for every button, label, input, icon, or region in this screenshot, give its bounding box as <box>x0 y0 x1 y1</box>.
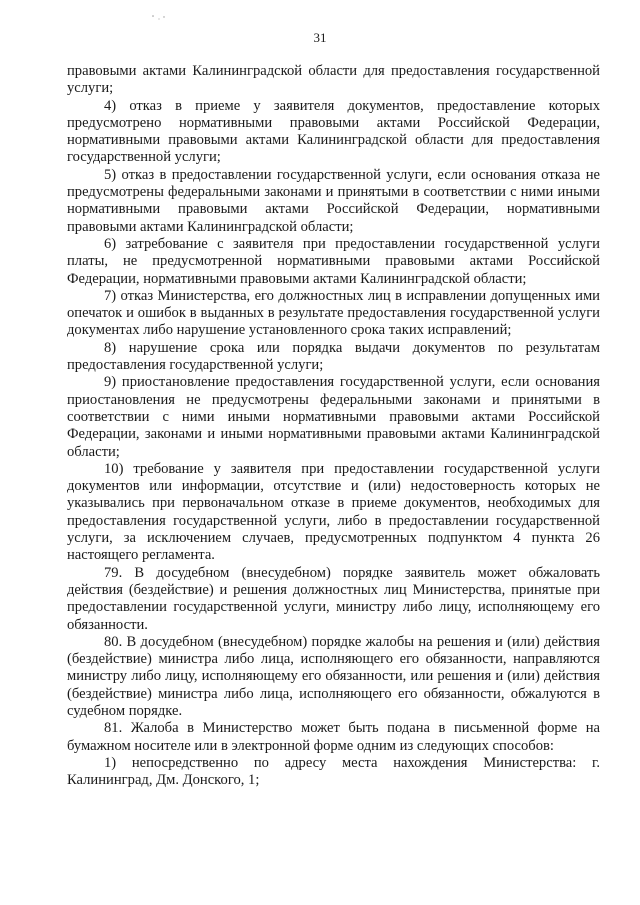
paragraph-item-10: 10) требование у заявителя при предоставлении государственной услуги документов или информации, отсутствие и (или) недостоверность которых не указывались при первоначальном отказе в приеме документов, необходимых для предоставления государственной услуги, либо в предоставлении государственной услуги, за исключением случаев, предусмотренных подпунктом 4 пункта 26 настоящего регламента. <box>67 460 600 564</box>
paragraph-clause-80: 80. В досудебном (внесудебном) порядке жалобы на решения и (или) действия (бездействие) министра либо лица, исполняющего его обязанности, направляются министру либо лицу, исполняющему его обязанности, или решения и (или) действия (бездействие) министра либо лица, исполняющего его обязанности, обжалуются в судебном порядке. <box>67 633 600 719</box>
scan-specks <box>150 12 170 24</box>
paragraph-item-8: 8) нарушение срока или порядка выдачи документов по результатам предоставления государственной услуги; <box>67 339 600 374</box>
page-number: 31 <box>313 30 327 45</box>
paragraph-item-4: 4) отказ в приеме у заявителя документов, предоставление которых предусмотрено нормативными правовыми актами Российской Федерации, нормативными правовыми актами Калининградской области для предоставления государственной услуги; <box>67 97 600 166</box>
paragraph-clause-81: 81. Жалоба в Министерство может быть подана в письменной форме на бумажном носителе или в электронной форме одним из следующих способов: <box>67 720 600 754</box>
document-body <box>67 63 600 789</box>
paragraph-item-7: 7) отказ Министерства, его должностных лиц в исправлении допущенных ими опечаток и ошибок в выданных в результате предоставления государственной услуги документах либо нарушение установленного срока таких исправлений; <box>67 287 600 339</box>
paragraph-method-1: 1) непосредственно по адресу места нахождения Министерства: г. Калининград, Дм. Донского, 1; <box>67 754 600 789</box>
paragraph-clause-79: 79. В досудебном (внесудебном) порядке заявитель может обжаловать действия (бездействие) и решения должностных лиц Министерства, принятые при предоставлении государственной услуги, министру либо лицу, исполняющему его обязанности. <box>67 564 600 633</box>
paragraph-item-6: 6) затребование с заявителя при предоставлении государственной услуги платы, не предусмотренной нормативными правовыми актами Российской Федерации, нормативными правовыми актами Калининградской области; <box>67 235 600 287</box>
paragraph-continuation: правовыми актами Калининградской области для предоставления государственной услуги; <box>67 63 600 97</box>
paragraph-item-5: 5) отказ в предоставлении государственной услуги, если основания отказа не предусмотрены федеральными законами и принятыми в соответствии с ними иными нормативными правовыми актами Российской Федерации, нормативными правовыми актами Калининградской области; <box>67 166 600 235</box>
paragraph-item-9: 9) приостановление предоставления государственной услуги, если основания приостановления не предусмотрены федеральными законами и принятыми в соответствии с ними иными нормативными правовыми актами Российской Федерации, законами и иными нормативными правовыми актами Калининградской области; <box>67 374 600 460</box>
